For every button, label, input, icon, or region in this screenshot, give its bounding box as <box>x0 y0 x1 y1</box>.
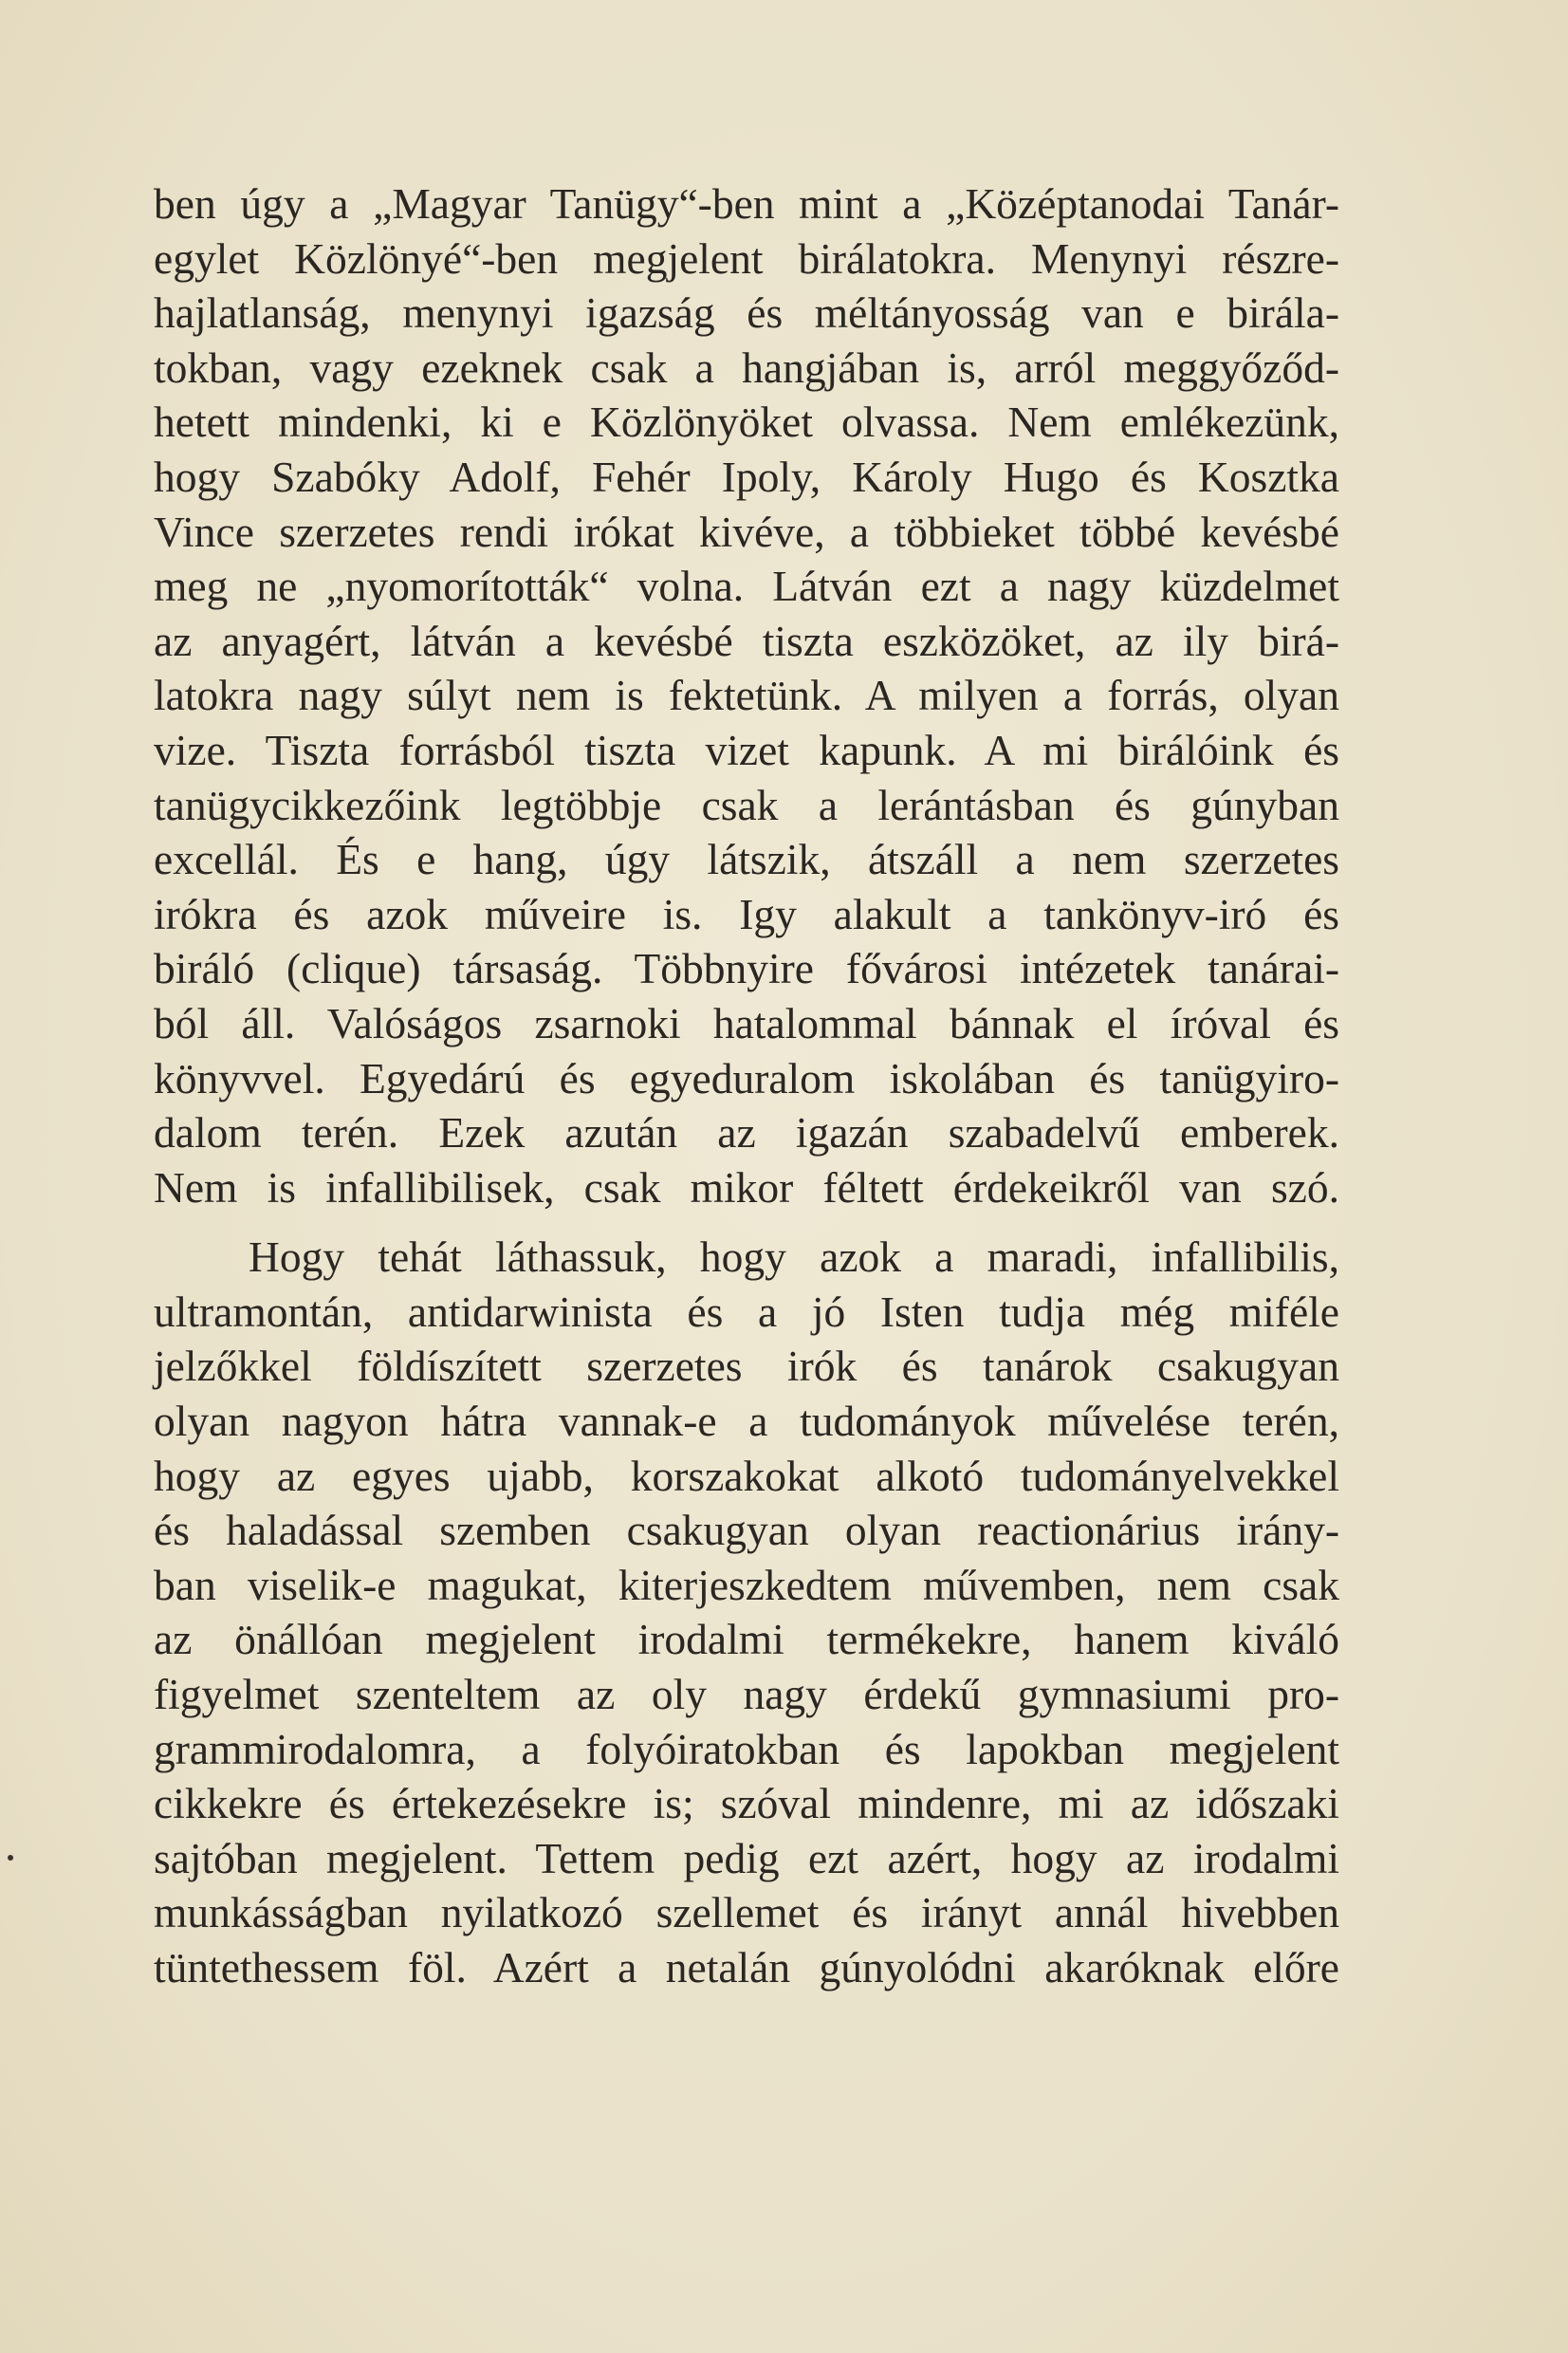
text-line: hogy az egyes ujabb, korszakokat alkotó tudományelvekkel <box>154 1451 1339 1500</box>
text-line: az anyagért, látván a kevésbé tiszta eszközöket, az ily birá- <box>154 616 1339 665</box>
paragraph-gap <box>154 1214 1339 1230</box>
text-line: irókra és azok műveire is. Igy alakult a tankönyv-iró és <box>154 889 1339 938</box>
text-line: könyvvel. Egyedárú és egyeduralom iskolában és tanügyiro- <box>154 1053 1339 1102</box>
paragraph-1 <box>154 176 1339 1214</box>
text-line: ultramontán, antidarwinista és a jó Isten tudja még miféle <box>154 1287 1339 1336</box>
body-text <box>154 176 1339 1995</box>
text-line: cikkekre és értekezésekre is; szóval mindenre, mi az időszaki <box>154 1779 1339 1828</box>
text-line: tüntethessem föl. Azért a netalán gúnyolódni akaróknak előre <box>154 1943 1339 1992</box>
text-line: és haladással szemben csakugyan olyan reactionárius irány- <box>154 1506 1339 1555</box>
text-line: tanügycikkezőink legtöbbje csak a lerántásban és gúnyban <box>154 780 1339 829</box>
text-line: figyelmet szenteltem az oly nagy érdekű gymnasiumi pro- <box>154 1670 1339 1719</box>
text-line: jelzőkkel földíszített szerzetes irók és tanárok csakugyan <box>154 1342 1339 1391</box>
text-line: egylet Közlönyé“-ben megjelent birálatokra. Menynyi részre- <box>154 233 1339 283</box>
text-line: ban viselik-e magukat, kiterjeszkedtem művemben, nem csak <box>154 1560 1339 1609</box>
text-line: ból áll. Valóságos zsarnoki hatalommal bánnak el íróval és <box>154 998 1339 1047</box>
text-line: munkásságban nyilatkozó szellemet és irányt annál hivebben <box>154 1888 1339 1937</box>
text-line: meg ne „nyomorították“ volna. Látván ezt a nagy küzdelmet <box>154 562 1339 611</box>
text-line: Hogy tehát láthassuk, hogy azok a maradi, infallibilis, <box>249 1232 1339 1282</box>
text-line: Nem is infallibilisek, csak mikor féltett érdekeikről van szó. <box>154 1162 1339 1212</box>
text-line: excellál. És e hang, úgy látszik, átszáll a nem szerzetes <box>154 835 1339 884</box>
text-line: az önállóan megjelent irodalmi termékekre, hanem kiváló <box>154 1615 1339 1664</box>
text-line: hetett mindenki, ki e Közlönyöket olvassa. Nem emlékezünk, <box>154 398 1339 447</box>
text-line: dalom terén. Ezek azután az igazán szabadelvű emberek. <box>154 1108 1339 1158</box>
text-line: hogy Szabóky Adolf, Fehér Ipoly, Károly Hugo és Kosztka <box>154 452 1339 501</box>
text-line: sajtóban megjelent. Tettem pedig ezt azért, hogy az irodalmi <box>154 1833 1339 1882</box>
text-line: Vince szerzetes rendi irókat kivéve, a többieket többé kevésbé <box>154 507 1339 556</box>
margin-mark <box>8 1855 13 1861</box>
text-line: biráló (clique) társaság. Többnyire fővárosi intézetek tanárai- <box>154 944 1339 993</box>
text-line: tokban, vagy ezeknek csak a hangjában is, arról meggyőződ- <box>154 343 1339 392</box>
paragraph-2 <box>154 1230 1339 1994</box>
text-line: ben úgy a „Magyar Tanügy“-ben mint a „Középtanodai Tanár- <box>154 179 1339 228</box>
text-line: latokra nagy súlyt nem is fektetünk. A milyen a forrás, olyan <box>154 671 1339 720</box>
text-line: vize. Tiszta forrásból tiszta vizet kapunk. A mi birálóink és <box>154 725 1339 774</box>
text-line: olyan nagyon hátra vannak-e a tudományok művelése terén, <box>154 1397 1339 1446</box>
text-line: grammirodalomra, a folyóiratokban és lapokban megjelent <box>154 1724 1339 1773</box>
text-line: hajlatlanság, menynyi igazság és méltányosság van e birála- <box>154 288 1339 338</box>
